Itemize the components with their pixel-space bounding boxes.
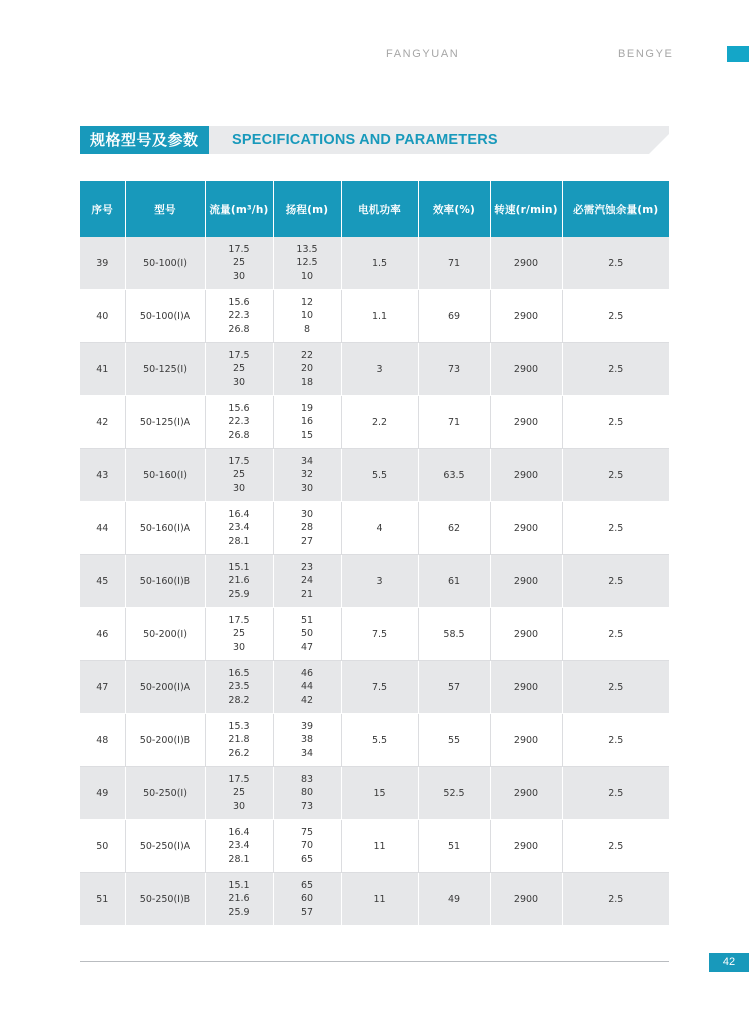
col-header-index: 序号: [80, 181, 125, 237]
cell-model: 50-100(I): [125, 237, 205, 290]
cell-motor-power: 11: [341, 820, 418, 873]
cell-npsh: 2.5: [562, 237, 669, 290]
col-header-speed: 转速(r/min): [490, 181, 562, 237]
cell-flow: [205, 555, 273, 608]
cell-speed: 2900: [490, 555, 562, 608]
cell-head-values: 51 50 47: [300, 615, 314, 653]
cell-flow: [205, 449, 273, 502]
cell-motor-power: 2.2: [341, 396, 418, 449]
cell-index: 45: [80, 555, 125, 608]
cell-model: 50-125(I)A: [125, 396, 205, 449]
cell-head: [273, 608, 341, 661]
cell-motor-power: 3: [341, 555, 418, 608]
cell-model: 50-200(I)B: [125, 714, 205, 767]
cell-head: [273, 449, 341, 502]
cell-motor-power: 15: [341, 767, 418, 820]
cell-flow-values: 15.6 22.3 26.8: [228, 403, 250, 441]
header-brand-left: FANGYUAN: [386, 48, 460, 60]
cell-head-values: 46 44 42: [300, 668, 314, 706]
cell-index: 51: [80, 873, 125, 926]
cell-index: 50: [80, 820, 125, 873]
cell-model: 50-100(I)A: [125, 290, 205, 343]
cell-efficiency: 55: [418, 714, 490, 767]
cell-flow: [205, 873, 273, 926]
specifications-table: [80, 181, 669, 926]
col-header-efficiency: 效率(%): [418, 181, 490, 237]
cell-model: 50-250(I)B: [125, 873, 205, 926]
table-row: [80, 608, 669, 661]
table-row: [80, 820, 669, 873]
cell-model: 50-250(I): [125, 767, 205, 820]
cell-flow-values: 16.4 23.4 28.1: [228, 827, 250, 865]
cell-index: 47: [80, 661, 125, 714]
cell-efficiency: 73: [418, 343, 490, 396]
section-title-bar: [80, 126, 669, 154]
table-row: [80, 502, 669, 555]
cell-motor-power: 7.5: [341, 608, 418, 661]
cell-flow: [205, 767, 273, 820]
cell-index: 48: [80, 714, 125, 767]
cell-speed: 2900: [490, 237, 562, 290]
cell-head-values: 83 80 73: [300, 774, 314, 812]
cell-head-values: 34 32 30: [300, 456, 314, 494]
table-row: [80, 555, 669, 608]
cell-flow-values: 17.5 25 30: [228, 244, 250, 282]
cell-flow-values: 17.5 25 30: [228, 615, 250, 653]
cell-speed: 2900: [490, 873, 562, 926]
cell-flow-values: 15.6 22.3 26.8: [228, 297, 250, 335]
cell-motor-power: 3: [341, 343, 418, 396]
cell-flow-values: 15.1 21.6 25.9: [228, 562, 250, 600]
cell-npsh: 2.5: [562, 661, 669, 714]
section-title-chinese: 规格型号及参数: [80, 126, 209, 154]
table-row: [80, 290, 669, 343]
cell-npsh: 2.5: [562, 820, 669, 873]
table-row: [80, 873, 669, 926]
cell-npsh: 2.5: [562, 396, 669, 449]
cell-model: 50-160(I): [125, 449, 205, 502]
cell-head: [273, 767, 341, 820]
cell-head: [273, 502, 341, 555]
table-row: [80, 449, 669, 502]
cell-efficiency: 51: [418, 820, 490, 873]
cell-head: [273, 396, 341, 449]
cell-efficiency: 61: [418, 555, 490, 608]
section-title-english: SPECIFICATIONS AND PARAMETERS: [232, 132, 498, 148]
table-row: [80, 343, 669, 396]
col-header-head: 扬程(m): [273, 181, 341, 237]
cell-head-values: 19 16 15: [300, 403, 314, 441]
cell-head-values: 23 24 21: [300, 562, 314, 600]
cell-efficiency: 71: [418, 237, 490, 290]
cell-model: 50-200(I): [125, 608, 205, 661]
cell-npsh: 2.5: [562, 714, 669, 767]
page-number: 42: [709, 953, 749, 972]
cell-flow: [205, 608, 273, 661]
cell-flow: [205, 290, 273, 343]
cell-flow: [205, 502, 273, 555]
cell-model: 50-125(I): [125, 343, 205, 396]
cell-head-values: 22 20 18: [300, 350, 314, 388]
cell-model: 50-200(I)A: [125, 661, 205, 714]
cell-head-values: 12 10 8: [300, 297, 314, 335]
cell-head: [273, 661, 341, 714]
table-row: [80, 237, 669, 290]
cell-speed: 2900: [490, 449, 562, 502]
cell-flow: [205, 343, 273, 396]
cell-efficiency: 52.5: [418, 767, 490, 820]
cell-speed: 2900: [490, 396, 562, 449]
cell-efficiency: 58.5: [418, 608, 490, 661]
cell-efficiency: 69: [418, 290, 490, 343]
cell-npsh: 2.5: [562, 343, 669, 396]
col-header-npsh: 必需汽蚀余量(m): [562, 181, 669, 237]
cell-index: 44: [80, 502, 125, 555]
cell-flow-values: 15.3 21.8 26.2: [228, 721, 250, 759]
cell-motor-power: 11: [341, 873, 418, 926]
cell-npsh: 2.5: [562, 290, 669, 343]
cell-flow-values: 16.5 23.5 28.2: [228, 668, 250, 706]
cell-speed: 2900: [490, 290, 562, 343]
cell-index: 49: [80, 767, 125, 820]
page-header: [0, 44, 749, 70]
cell-head: [273, 820, 341, 873]
cell-flow: [205, 714, 273, 767]
cell-motor-power: 1.1: [341, 290, 418, 343]
cell-index: 39: [80, 237, 125, 290]
cell-speed: 2900: [490, 714, 562, 767]
cell-model: 50-160(I)A: [125, 502, 205, 555]
cell-flow: [205, 661, 273, 714]
cell-efficiency: 63.5: [418, 449, 490, 502]
col-header-model: 型号: [125, 181, 205, 237]
cell-npsh: 2.5: [562, 502, 669, 555]
cell-head: [273, 555, 341, 608]
cell-flow: [205, 820, 273, 873]
col-header-flow: 流量(m³/h): [205, 181, 273, 237]
cell-motor-power: 4: [341, 502, 418, 555]
cell-npsh: 2.5: [562, 767, 669, 820]
cell-motor-power: 5.5: [341, 449, 418, 502]
cell-speed: 2900: [490, 343, 562, 396]
cell-efficiency: 71: [418, 396, 490, 449]
cell-motor-power: 1.5: [341, 237, 418, 290]
cell-flow-values: 17.5 25 30: [228, 456, 250, 494]
cell-index: 40: [80, 290, 125, 343]
cell-head: [273, 237, 341, 290]
cell-motor-power: 5.5: [341, 714, 418, 767]
cell-head-values: 39 38 34: [300, 721, 314, 759]
cell-index: 42: [80, 396, 125, 449]
cell-head-values: 13.5 12.5 10: [296, 244, 318, 282]
cell-head-values: 75 70 65: [300, 827, 314, 865]
cell-speed: 2900: [490, 767, 562, 820]
cell-flow: [205, 396, 273, 449]
cell-head: [273, 290, 341, 343]
cell-efficiency: 62: [418, 502, 490, 555]
cell-head: [273, 873, 341, 926]
table-header-row: [80, 181, 669, 237]
cell-flow-values: 16.4 23.4 28.1: [228, 509, 250, 547]
cell-flow-values: 17.5 25 30: [228, 350, 250, 388]
header-brand-right: BENGYE: [618, 48, 674, 60]
cell-efficiency: 49: [418, 873, 490, 926]
table-row: [80, 396, 669, 449]
footer-rule: [80, 961, 669, 962]
cell-head: [273, 714, 341, 767]
cell-index: 43: [80, 449, 125, 502]
cell-head-values: 30 28 27: [300, 509, 314, 547]
header-accent-square: [727, 46, 749, 62]
cell-head-values: 65 60 57: [300, 880, 314, 918]
cell-flow-values: 15.1 21.6 25.9: [228, 880, 250, 918]
cell-npsh: 2.5: [562, 555, 669, 608]
cell-speed: 2900: [490, 608, 562, 661]
cell-model: 50-160(I)B: [125, 555, 205, 608]
cell-flow: [205, 237, 273, 290]
cell-index: 41: [80, 343, 125, 396]
title-corner-notch: [649, 134, 669, 154]
table-row: [80, 714, 669, 767]
cell-model: 50-250(I)A: [125, 820, 205, 873]
table-row: [80, 767, 669, 820]
cell-speed: 2900: [490, 502, 562, 555]
cell-speed: 2900: [490, 661, 562, 714]
table-row: [80, 661, 669, 714]
cell-npsh: 2.5: [562, 608, 669, 661]
cell-efficiency: 57: [418, 661, 490, 714]
cell-index: 46: [80, 608, 125, 661]
cell-flow-values: 17.5 25 30: [228, 774, 250, 812]
col-header-motor-power: 电机功率: [341, 181, 418, 237]
cell-speed: 2900: [490, 820, 562, 873]
cell-npsh: 2.5: [562, 449, 669, 502]
cell-npsh: 2.5: [562, 873, 669, 926]
cell-motor-power: 7.5: [341, 661, 418, 714]
cell-head: [273, 343, 341, 396]
